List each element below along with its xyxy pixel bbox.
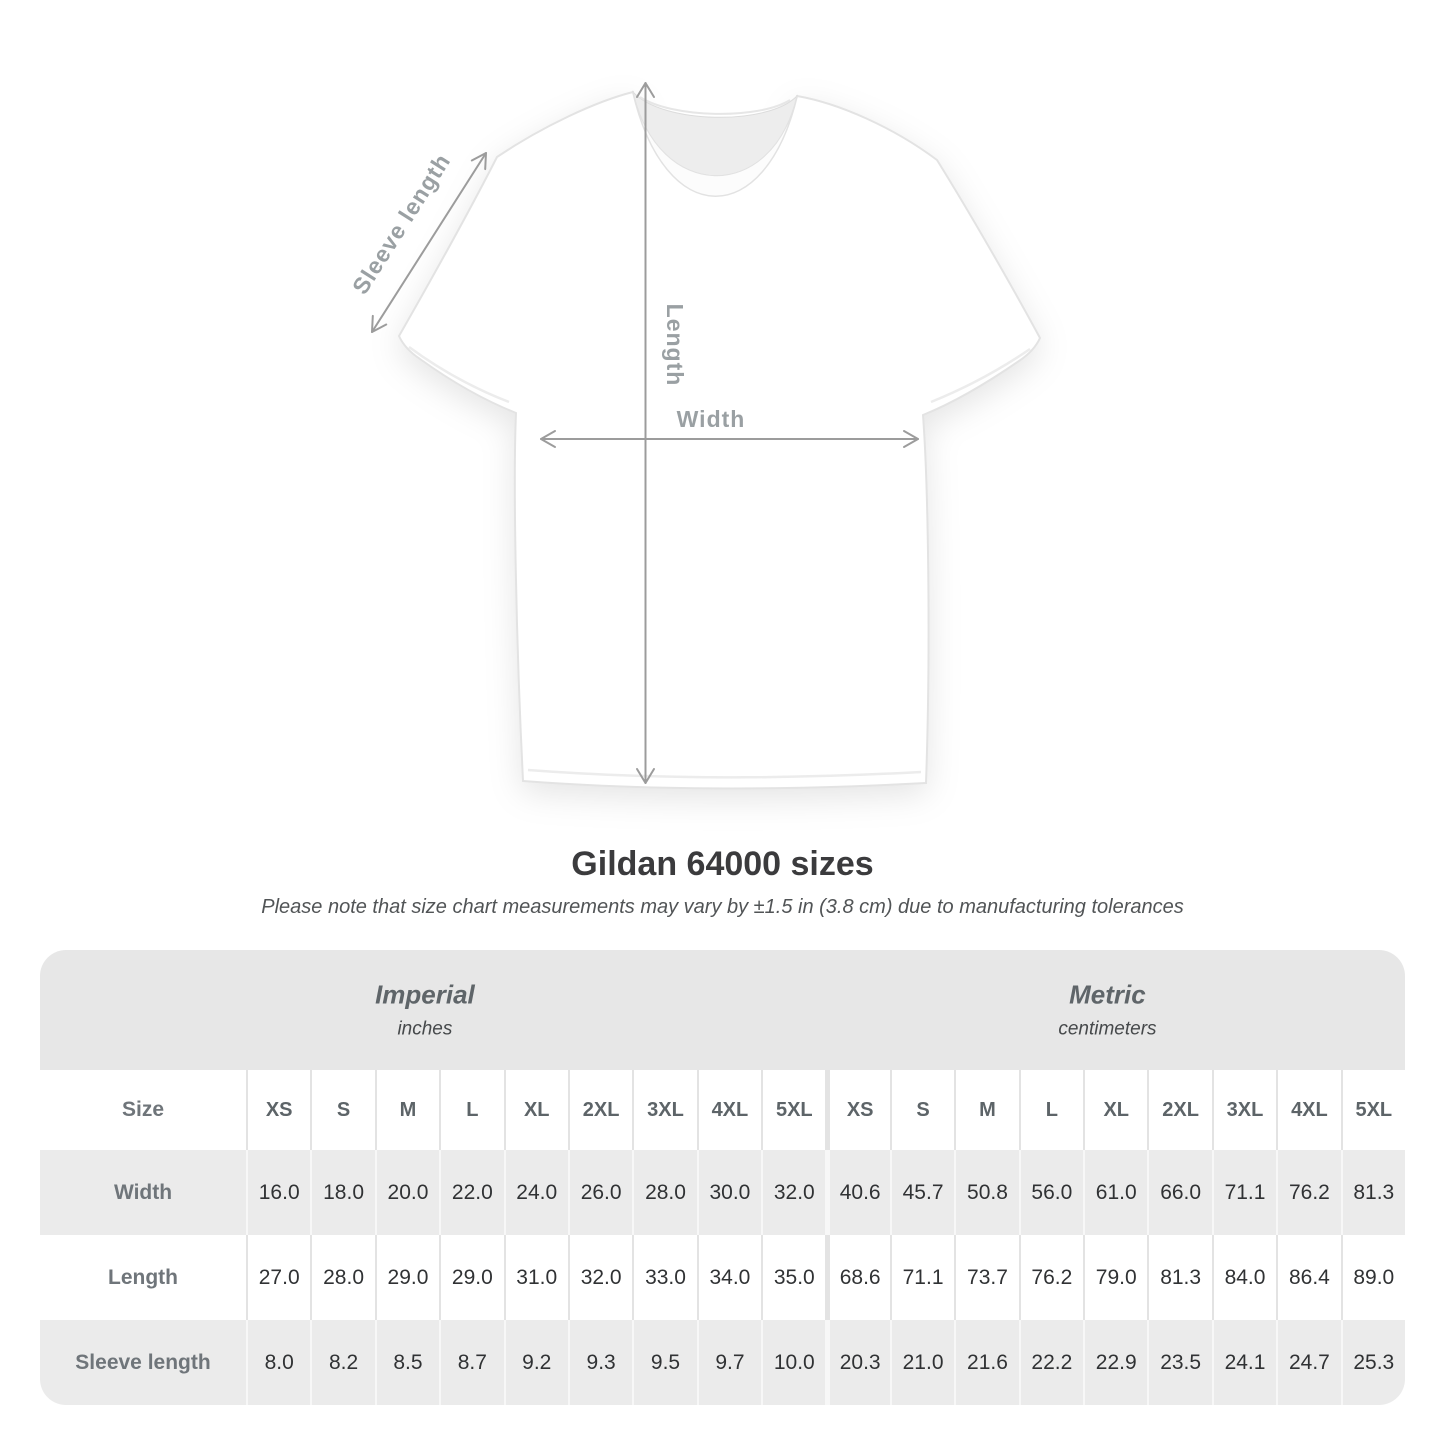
size-header-metric-3xl: 3XL [1212, 1070, 1276, 1150]
table-cell: 9.2 [504, 1320, 568, 1405]
table-cell: 8.2 [310, 1320, 374, 1405]
size-header-imperial-2xl: 2XL [568, 1070, 632, 1150]
table-cell: 28.0 [310, 1235, 374, 1320]
table-cell: 86.4 [1276, 1235, 1340, 1320]
size-header-imperial-s: S [310, 1070, 374, 1150]
table-cell: 8.7 [439, 1320, 503, 1405]
sleeve-length-label: Sleeve length [346, 148, 456, 299]
size-header-imperial-xs: XS [246, 1070, 310, 1150]
table-cell: 28.0 [632, 1150, 696, 1235]
size-header-imperial-5xl: 5XL [761, 1070, 825, 1150]
page-title: Gildan 64000 sizes [571, 845, 874, 883]
table-cell: 35.0 [761, 1235, 825, 1320]
row-label: Width [113, 1180, 173, 1204]
size-header-imperial-xl: XL [504, 1070, 568, 1150]
table-cell: 24.1 [1212, 1320, 1276, 1405]
size-header-imperial-m: M [375, 1070, 439, 1150]
table-cell: 68.6 [825, 1235, 889, 1320]
size-table [40, 950, 1405, 1405]
size-header-metric-2xl: 2XL [1147, 1070, 1211, 1150]
table-cell: 71.1 [890, 1235, 954, 1320]
row-label: Sleeve length [75, 1350, 211, 1374]
table-cell: 45.7 [890, 1150, 954, 1235]
table-cell: 21.0 [890, 1320, 954, 1405]
table-cell: 81.3 [1341, 1150, 1405, 1235]
table-cell: 23.5 [1147, 1320, 1211, 1405]
metric-unit: centimeters [1058, 1018, 1157, 1040]
table-cell: 10.0 [761, 1320, 825, 1405]
table-cell: 22.2 [1019, 1320, 1083, 1405]
table-row [40, 1235, 1405, 1320]
table-cell: 26.0 [568, 1150, 632, 1235]
unit-group-imperial [375, 980, 475, 1041]
table-cell: 31.0 [504, 1235, 568, 1320]
table-row [40, 1150, 1405, 1235]
table-cell: 89.0 [1341, 1235, 1405, 1320]
table-cell: 9.7 [697, 1320, 761, 1405]
table-cell: 34.0 [697, 1235, 761, 1320]
table-cell: 32.0 [568, 1235, 632, 1320]
table-cell: 20.3 [825, 1320, 889, 1405]
size-header-metric-m: M [954, 1070, 1018, 1150]
size-header-metric-xl: XL [1083, 1070, 1147, 1150]
table-cell: 40.6 [825, 1150, 889, 1235]
table-cell: 81.3 [1147, 1235, 1211, 1320]
table-size-header-row [40, 1070, 1405, 1150]
table-cell: 76.2 [1019, 1235, 1083, 1320]
table-cell: 30.0 [697, 1150, 761, 1235]
row-label: Length [108, 1265, 178, 1289]
table-cell: 56.0 [1019, 1150, 1083, 1235]
table-cell: 29.0 [439, 1235, 503, 1320]
table-cell: 21.6 [954, 1320, 1018, 1405]
table-cell: 29.0 [375, 1235, 439, 1320]
table-row [40, 1320, 1405, 1405]
size-header-imperial-3xl: 3XL [632, 1070, 696, 1150]
unit-group-metric [1058, 980, 1156, 1041]
size-header-metric-5xl: 5XL [1341, 1070, 1405, 1150]
table-cell: 32.0 [761, 1150, 825, 1235]
table-cell: 79.0 [1083, 1235, 1147, 1320]
size-header-metric-xs: XS [825, 1070, 889, 1150]
table-cell: 33.0 [632, 1235, 696, 1320]
unit-header-band [40, 950, 1405, 1070]
size-column-header: Size [121, 1098, 165, 1121]
table-cell: 50.8 [954, 1150, 1018, 1235]
length-arrow [637, 83, 654, 783]
table-cell: 66.0 [1147, 1150, 1211, 1235]
imperial-label: Imperial [375, 979, 475, 1010]
table-cell: 20.0 [375, 1150, 439, 1235]
table-cell: 8.0 [246, 1320, 310, 1405]
table-cell: 8.5 [375, 1320, 439, 1405]
size-header-metric-4xl: 4XL [1276, 1070, 1340, 1150]
length-label: Length [662, 303, 688, 387]
table-cell: 61.0 [1083, 1150, 1147, 1235]
size-header-imperial-4xl: 4XL [697, 1070, 761, 1150]
table-cell: 73.7 [954, 1235, 1018, 1320]
table-cell: 18.0 [310, 1150, 374, 1235]
table-cell: 22.9 [1083, 1320, 1147, 1405]
table-cell: 25.3 [1341, 1320, 1405, 1405]
page-subtitle: Please note that size chart measurements may vary by ±1.5 in (3.8 cm) due to manufacturing tolerances [261, 896, 1184, 918]
size-header-imperial-l: L [439, 1070, 503, 1150]
size-header-metric-l: L [1019, 1070, 1083, 1150]
width-arrow [541, 431, 918, 447]
size-header-metric-s: S [890, 1070, 954, 1150]
table-cell: 9.3 [568, 1320, 632, 1405]
table-cell: 9.5 [632, 1320, 696, 1405]
width-label: Width [676, 406, 746, 432]
table-cell: 27.0 [246, 1235, 310, 1320]
table-cell: 76.2 [1276, 1150, 1340, 1235]
metric-label: Metric [1069, 979, 1146, 1010]
table-cell: 22.0 [439, 1150, 503, 1235]
table-cell: 16.0 [246, 1150, 310, 1235]
table-cell: 84.0 [1212, 1235, 1276, 1320]
table-cell: 24.7 [1276, 1320, 1340, 1405]
imperial-unit: inches [397, 1018, 453, 1040]
table-body [40, 1150, 1405, 1405]
table-cell: 24.0 [504, 1150, 568, 1235]
table-cell: 71.1 [1212, 1150, 1276, 1235]
